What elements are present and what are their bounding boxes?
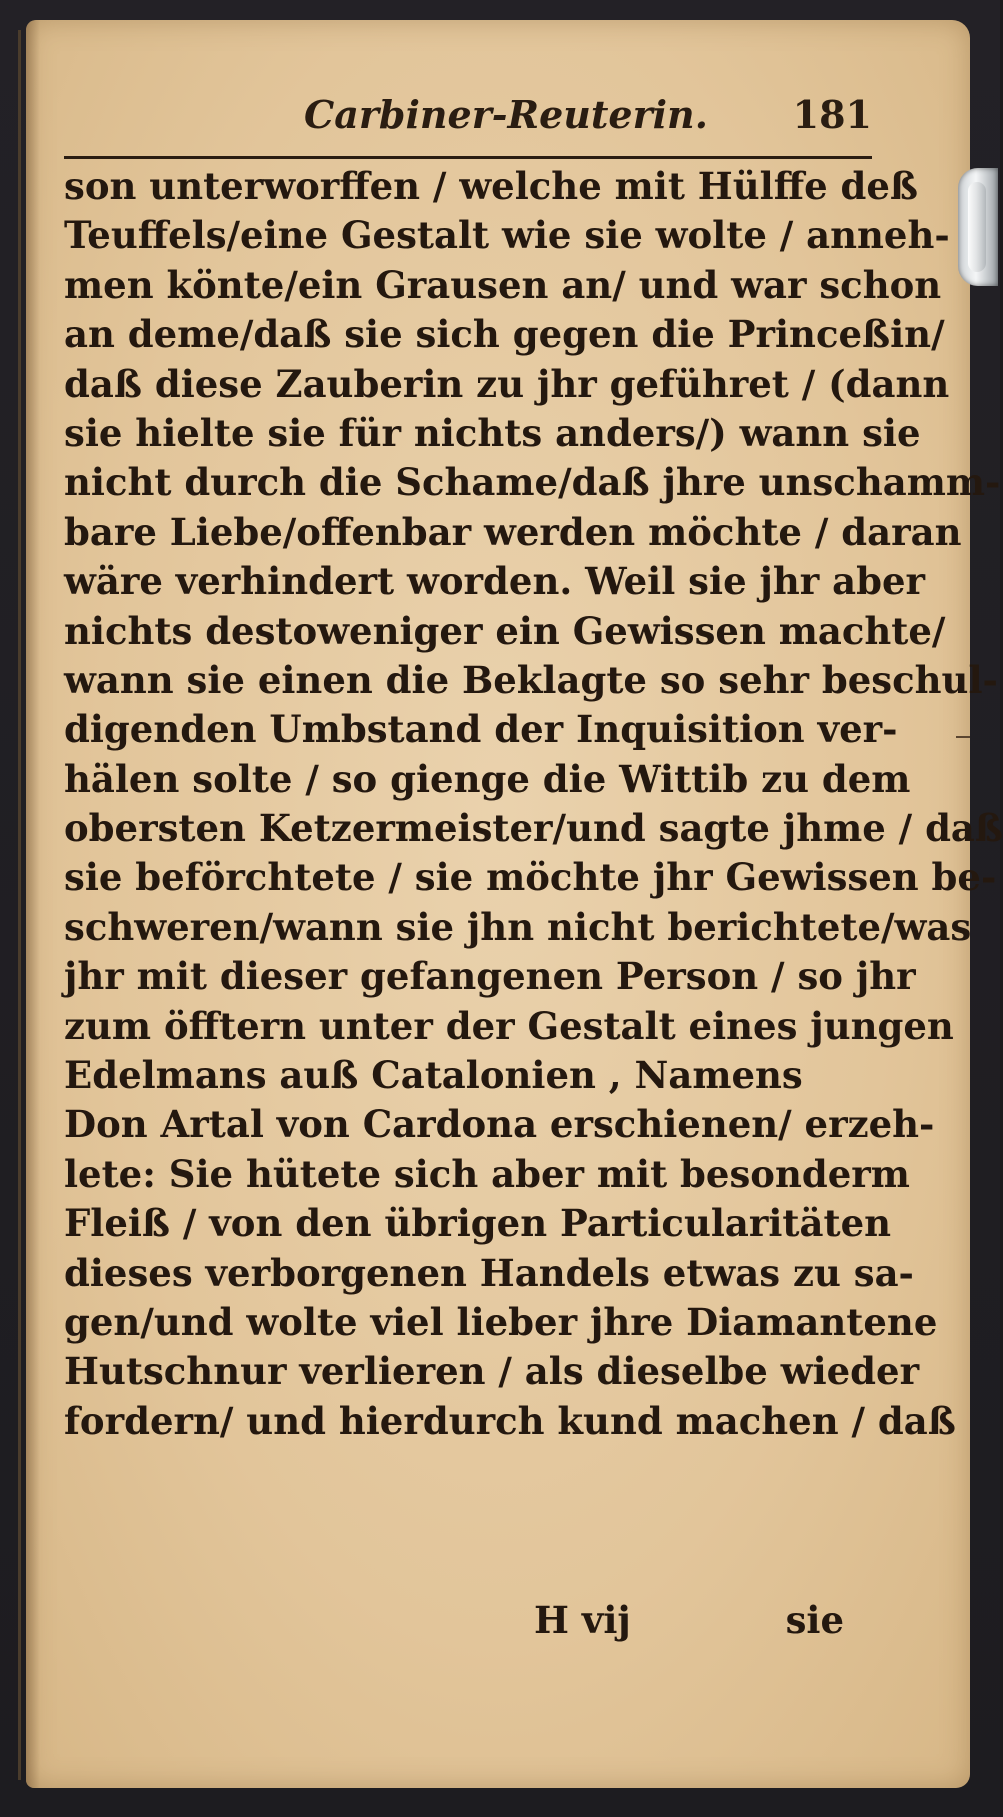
page-footer	[64, 1598, 872, 1648]
text-line: Fleiß / von den übrigen Particularitäten	[64, 1201, 892, 1246]
text-line: sie beförchtete / sie möchte jhr Gewissen be-	[64, 855, 997, 900]
text-line: fordern/ und hierdurch kund machen / daß	[64, 1398, 956, 1443]
text-line: Teuffels/eine Gestalt wie sie wolte / anneh-	[64, 213, 950, 258]
text-line: digenden Umbstand der Inquisition ver-	[64, 707, 898, 752]
text-line: nichts destoweniger ein Gewissen machte/	[64, 608, 946, 653]
text-line: jhr mit dieser gefangenen Person / so jhr	[64, 954, 916, 999]
page-clip-icon	[958, 168, 998, 286]
body-text	[64, 162, 1003, 1446]
text-line: Edelmans auß Catalonien , Namens	[64, 1053, 803, 1098]
text-line: gen/und wolte viel lieber jhre Diamantene	[64, 1299, 938, 1344]
text-line: hälen solte / so gienge die Wittib zu dem	[64, 756, 911, 801]
running-head: Carbiner-Reuterin.	[304, 92, 708, 137]
text-line: daß diese Zauberin zu jhr geführet / (dann	[64, 361, 950, 406]
text-line: Don Artal von Cardona erschienen/ erzeh-	[64, 1102, 935, 1147]
text-line: wäre verhindert worden. Weil sie jhr aber	[64, 559, 926, 604]
book-page	[26, 20, 1003, 1788]
text-line: sie hielte sie für nichts anders/) wann sie	[64, 410, 921, 455]
text-line: bare Liebe/offenbar werden möchte / daran	[64, 509, 962, 554]
margin-mark	[956, 736, 970, 738]
text-line: schweren/wann sie jhn nicht berichtete/was	[64, 904, 972, 949]
text-line: nicht durch die Schame/daß jhre unschamm-	[64, 460, 1001, 505]
text-line: obersten Ketzermeister/und sagte jhme / daß	[64, 806, 1003, 851]
text-line: son unterworffen / welche mit Hülffe deß	[64, 164, 919, 208]
text-line: Hutschnur verlieren / als dieselbe wieder	[64, 1349, 920, 1394]
binding-edge	[18, 30, 21, 1780]
page-number: 181	[792, 92, 872, 137]
text-line: men könte/ein Grausen an/ und war schon	[64, 262, 942, 307]
catchword: sie	[785, 1598, 844, 1642]
text-line: zum öfftern unter der Gestalt eines jungen	[64, 1003, 954, 1048]
text-line: dieses verborgenen Handels etwas zu sa-	[64, 1250, 914, 1295]
signature-mark: H vij	[534, 1598, 631, 1642]
text-line: wann sie einen die Beklagte so sehr beschul-	[64, 657, 998, 702]
page-header	[64, 78, 872, 159]
text-line: lete: Sie hütete sich aber mit besonderm	[64, 1151, 910, 1196]
text-line: an deme/daß sie sich gegen die Princeßin/	[64, 312, 945, 357]
